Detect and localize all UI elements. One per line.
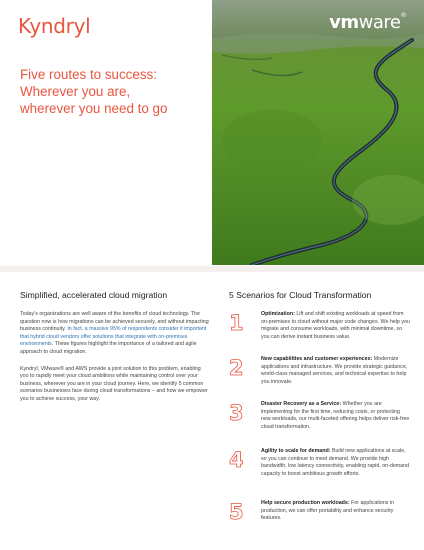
vmware-logo-vm: vm xyxy=(329,12,359,33)
vmware-logo xyxy=(329,12,406,33)
scenario-item xyxy=(229,500,409,545)
scenario-body: Modernize applications and infrastructure. We provide strategic guidance, world-class managed services, and technical expertise to help you innovate. xyxy=(261,356,408,385)
hero-title-line: Wherever you are, xyxy=(20,84,131,99)
scenario-text xyxy=(261,356,411,386)
scenario-text xyxy=(261,401,411,431)
scenario-text xyxy=(261,311,411,341)
river-landscape-photo xyxy=(212,0,424,265)
scenario-heading: Disaster Recovery as a Service: xyxy=(261,401,342,407)
scenario-item xyxy=(229,311,409,356)
right-section-title: 5 Scenarios for Cloud Transformation xyxy=(229,290,372,300)
vmware-logo-ware: ware xyxy=(358,12,401,33)
scenario-heading: New capabilities and customer experiences: xyxy=(261,356,373,362)
hero-title-line: Five routes to success: xyxy=(20,67,157,82)
scenario-number: 5 xyxy=(229,500,244,524)
intro-text: Today’s organizations are well aware of the benefits of cloud technology. The question now is how migrations can be achieved securely, and without impacting business continuity. xyxy=(20,311,209,333)
trademark-symbol: ® xyxy=(400,12,406,19)
intro-highlight-text: In fact, a massive 95% of respondents consider it important that hybrid cloud vendors offer solutions that integrate with on-premises environments. xyxy=(20,326,207,348)
scenario-body: For applications in production, we can offer portability and enhance security features. xyxy=(261,500,395,522)
right-column xyxy=(229,290,409,545)
scenario-number: 2 xyxy=(229,356,244,380)
left-section-title: Simplified, accelerated cloud migration xyxy=(20,290,168,300)
scenario-text xyxy=(261,500,411,523)
scenario-body: Build new applications at scale, so you can continue to meet demand. We provide high bandwidth, low latency connectivity, enabling rapid, on-demand capacity to boost ambitious growth efforts. xyxy=(261,448,410,477)
scenario-item xyxy=(229,448,409,500)
scenario-heading: Agility to scale for demand: xyxy=(261,448,331,454)
scenario-heading: Optimization: xyxy=(261,311,295,317)
scenario-heading: Help secure production workloads: xyxy=(261,500,350,506)
intro-text-end: These figures highlight the importance of a tailored and agile approach to cloud migration. xyxy=(20,341,197,355)
solution-paragraph: Kyndryl, VMware® and AWS provide a joint solution to this problem, enabling you to rapidly meet your cloud ambitions while maintaining control over your business, wherever you are in your cloud journey. Here, we identify 5 common scenarios businesses face during cloud transformations – and how we empower you to achieve success, your way. xyxy=(20,365,208,402)
section-divider xyxy=(0,266,424,272)
scenario-number: 4 xyxy=(229,448,244,472)
river-landscape-image xyxy=(212,0,424,265)
scenario-item xyxy=(229,356,409,401)
hero-title-line: wherever you need to go xyxy=(20,101,168,116)
kyndryl-logo: Kyndryl xyxy=(18,14,91,38)
scenario-text xyxy=(261,448,411,478)
intro-paragraph xyxy=(20,311,210,357)
scenario-number: 3 xyxy=(229,401,244,425)
scenario-body: Lift and shift existing workloads at speed from on-premises to cloud without major code changes. We help you migrate and consume workloads, with minimal downtime, so you can derive instant business value. xyxy=(261,311,410,340)
scenario-body: Whether you are implementing for the first time, reducing costs, or protecting new workloads, our multi-faceted offering helps deliver risk-free cloud transformation. xyxy=(261,401,410,430)
left-column xyxy=(20,290,210,413)
scenario-item xyxy=(229,401,409,448)
hero-title xyxy=(20,66,210,117)
scenario-number: 1 xyxy=(229,311,244,335)
